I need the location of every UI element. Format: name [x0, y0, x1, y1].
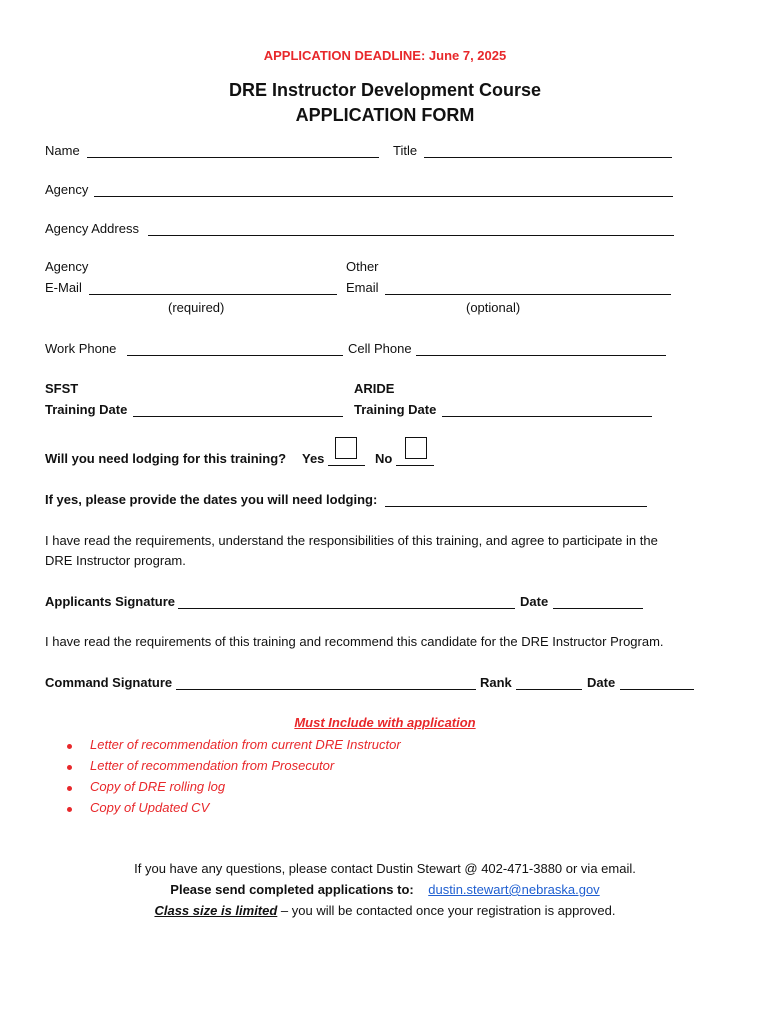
command-statement: I have read the requirements of this training and recommend this candidate for the DRE Instructor Program. — [45, 634, 664, 649]
applicant-statement-line1: I have read the requirements, understand the responsibilities of this training, and agree to participate in the — [45, 533, 658, 548]
lodging-no-label: No — [375, 451, 393, 466]
lodging-question: Will you need lodging for this training? — [45, 451, 287, 466]
bullet-icon — [67, 744, 72, 749]
deadline-banner: APPLICATION DEADLINE: June 7, 2025 — [263, 48, 507, 63]
lodging-yes-checkbox[interactable] — [335, 437, 357, 459]
rank-field[interactable] — [516, 689, 582, 690]
agency-field[interactable] — [94, 196, 673, 197]
agency-email-label-line2: E-Mail — [45, 280, 82, 295]
applicant-date-label: Date — [520, 594, 549, 609]
sfst-label-line1: SFST — [45, 381, 79, 396]
command-signature-field[interactable] — [176, 689, 476, 690]
aride-date-field[interactable] — [442, 416, 652, 417]
name-label: Name — [45, 143, 80, 158]
command-date-label: Date — [587, 675, 616, 690]
cell-phone-field[interactable] — [416, 355, 666, 356]
other-email-field[interactable] — [385, 294, 671, 295]
other-email-label-line2: Email — [346, 280, 379, 295]
class-size-note — [0, 903, 770, 918]
agency-email-field[interactable] — [89, 294, 337, 295]
form-title: DRE Instructor Development Course — [228, 80, 542, 100]
lodging-yes-line — [328, 465, 365, 466]
form-subtitle: APPLICATION FORM — [295, 105, 475, 125]
requirement-item: Copy of DRE rolling log — [90, 779, 226, 794]
sfst-date-field[interactable] — [133, 416, 343, 417]
send-applications-line — [0, 882, 770, 897]
work-phone-field[interactable] — [127, 355, 343, 356]
sfst-label-line2: Training Date — [45, 402, 128, 417]
aride-label-line1: ARIDE — [354, 381, 395, 396]
title-label: Title — [393, 143, 418, 158]
contact-questions: If you have any questions, please contact Dustin Stewart @ 402-471-3880 or via email. — [134, 861, 636, 876]
agency-address-field[interactable] — [148, 235, 674, 236]
work-phone-label: Work Phone — [45, 341, 117, 356]
send-applications-label: Please send completed applications to: — [170, 882, 414, 897]
aride-label-line2: Training Date — [354, 402, 437, 417]
command-date-field[interactable] — [620, 689, 694, 690]
name-field[interactable] — [87, 157, 379, 158]
class-size-emphasis: Class size is limited — [154, 903, 278, 918]
requirement-item: Letter of recommendation from current DRE Instructor — [90, 737, 401, 752]
optional-note: (optional) — [466, 300, 521, 315]
bullet-icon — [67, 786, 72, 791]
lodging-no-line — [396, 465, 434, 466]
other-email-label-line1: Other — [346, 259, 379, 274]
lodging-dates-field[interactable] — [385, 506, 647, 507]
requirements-heading: Must Include with application — [294, 715, 476, 730]
bullet-icon — [67, 807, 72, 812]
contact-email-link[interactable]: dustin.stewart@nebraska.gov — [428, 882, 600, 897]
requirement-item: Letter of recommendation from Prosecutor — [90, 758, 335, 773]
applicant-signature-label: Applicants Signature — [45, 594, 176, 609]
lodging-dates-label: If yes, please provide the dates you will need lodging: — [45, 492, 378, 507]
command-signature-label: Command Signature — [45, 675, 173, 690]
agency-label: Agency — [45, 182, 89, 197]
rank-label: Rank — [480, 675, 512, 690]
requirement-item: Copy of Updated CV — [90, 800, 210, 815]
applicant-statement-line2: DRE Instructor program. — [45, 553, 186, 568]
applicant-date-field[interactable] — [553, 608, 643, 609]
title-field[interactable] — [424, 157, 672, 158]
agency-email-label-line1: Agency — [45, 259, 89, 274]
applicant-signature-field[interactable] — [178, 608, 515, 609]
bullet-icon — [67, 765, 72, 770]
lodging-no-checkbox[interactable] — [405, 437, 427, 459]
lodging-yes-label: Yes — [302, 451, 325, 466]
agency-address-label: Agency Address — [45, 221, 139, 236]
required-note: (required) — [168, 300, 225, 315]
class-size-rest: – you will be contacted once your registration is approved. — [277, 903, 616, 918]
cell-phone-label: Cell Phone — [348, 341, 412, 356]
